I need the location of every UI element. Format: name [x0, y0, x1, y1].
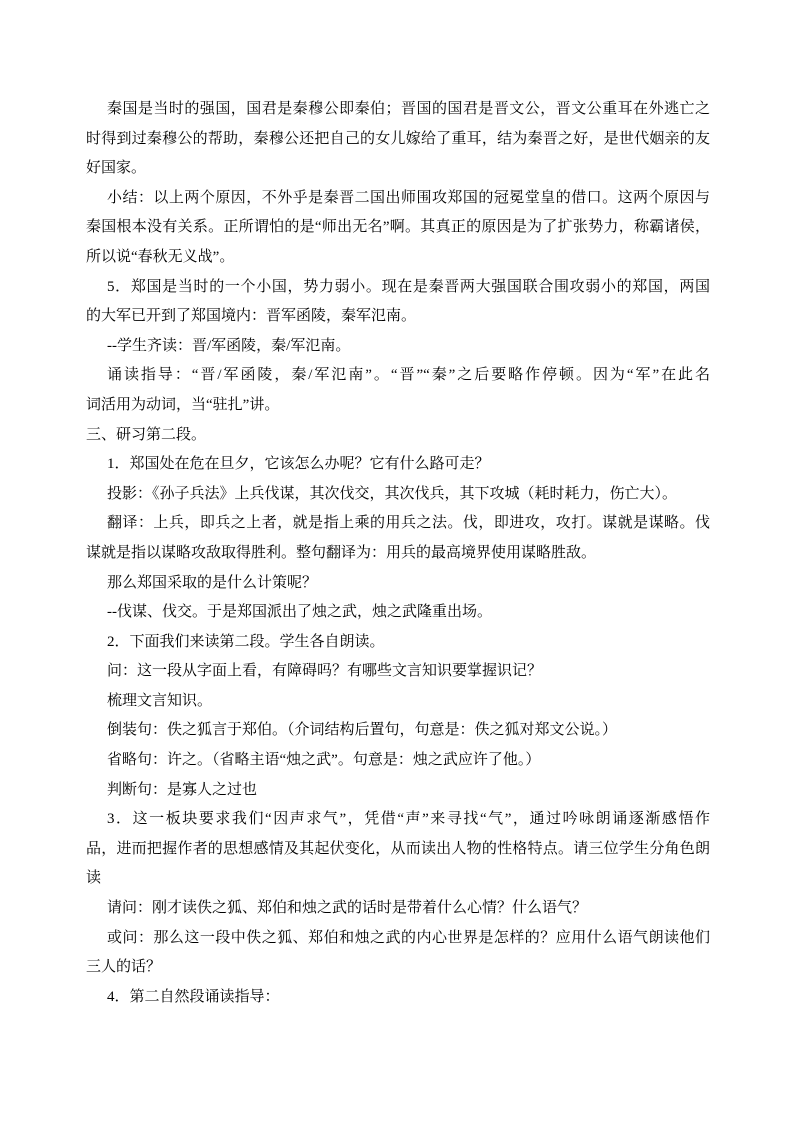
- section-heading-text: 三、研习第二段。: [86, 426, 207, 443]
- text-line: 3．这一板块要求我们“因声求气”，凭借“声”来寻找“气”，通过吟咏朗诵逐渐感悟作: [107, 811, 710, 828]
- text-line: 小结：以上两个原因，不外乎是秦晋二国出师围攻郑国的冠冕堂皇的借口。这两个原因与: [107, 189, 710, 206]
- paragraph-point-4: [86, 983, 710, 1013]
- text-line: 请问：刚才读佚之狐、郑伯和烛之武的话时是带着什么心情？什么语气？: [107, 900, 588, 917]
- text-line: 秦国根本没有关系。正所谓怕的是“师出无名”啊。其真正的原因是为了扩张势力，称霸诸侯，: [86, 219, 710, 236]
- text-line: 三人的话？: [86, 959, 162, 976]
- text-line: 1．郑国处在危在旦夕，它该怎么办呢？它有什么路可走？: [107, 456, 490, 473]
- text-line: 2．下面我们来读第二段。学生各自朗读。: [107, 633, 385, 650]
- paragraph-answer: [86, 598, 710, 628]
- text-line: 时得到过秦穆公的帮助，秦穆公还把自己的女儿嫁给了重耳，结为秦晋之好，是世代姻亲的友: [86, 130, 710, 147]
- paragraph-class-reading: [86, 332, 710, 362]
- text-line: 问：这一段从字面上看，有障碍吗？有哪些文言知识要掌握识记？: [107, 663, 543, 680]
- text-line: 判断句：是寡人之过也: [107, 781, 258, 798]
- text-line: --伐谋、伐交。于是郑国派出了烛之武，烛之武隆重出场。: [107, 604, 492, 621]
- text-line: 4．第二自然段诵读指导：: [107, 988, 280, 1005]
- paragraph-please-ask: [86, 894, 710, 924]
- paragraph-or-ask: [86, 924, 710, 983]
- text-line: 或问：那么这一段中佚之狐、郑伯和烛之武的内心世界是怎样的？应用什么语气朗读他们: [107, 929, 710, 946]
- text-line: 省略句：许之。（省略主语“烛之武”。句意是：烛之武应许了他。）: [107, 752, 541, 769]
- paragraph-question: [86, 569, 710, 599]
- paragraph-ellipsis-sentence: [86, 746, 710, 776]
- text-line: 的大军已开到了郑国境内：晋军函陵，秦军氾南。: [86, 308, 417, 325]
- text-line: 梳理文言知识。: [107, 692, 213, 709]
- paragraph-point-2: [86, 628, 710, 658]
- paragraph-review: [86, 687, 710, 717]
- paragraph-qin-jin-relations: [86, 95, 710, 184]
- paragraph-point-5: [86, 273, 710, 332]
- paragraph-ask: [86, 657, 710, 687]
- text-line: --学生齐读：晋/军函陵，秦/军氾南。: [107, 337, 351, 354]
- text-line: 词活用为动词，当“驻扎”讲。: [86, 396, 280, 413]
- text-line: 谋就是指以谋略攻敌取得胜利。整句翻译为：用兵的最高境界使用谋略胜敌。: [86, 544, 597, 561]
- text-line: 品，进而把握作者的思想感情及其起伏变化，从而读出人物的性格特点。请三位学生分角色朗: [86, 840, 710, 857]
- paragraph-point-3: [86, 805, 710, 894]
- paragraph-projection: [86, 480, 710, 510]
- paragraph-reading-guide: [86, 361, 710, 420]
- text-line: 读: [86, 870, 102, 887]
- text-line: 投影：《孙子兵法》上兵伐谋，其次伐交，其次伐兵，其下攻城（耗时耗力，伤亡大）。: [107, 485, 678, 502]
- paragraph-point-1: [86, 450, 710, 480]
- text-line: 5．郑国是当时的一个小国，势力弱小。现在是秦晋两大强国联合围攻弱小的郑国，两国: [107, 278, 710, 295]
- paragraph-judgment-sentence: [86, 776, 710, 806]
- document-body: [86, 95, 710, 1012]
- text-line: 倒装句：佚之狐言于郑伯。（介词结构后置句，句意是：佚之狐对郑文公说。）: [107, 722, 618, 739]
- text-line: 所以说“春秋无义战”。: [86, 248, 235, 265]
- paragraph-summary: [86, 184, 710, 273]
- text-line: 好国家。: [86, 160, 147, 177]
- paragraph-inverted-sentence: [86, 716, 710, 746]
- text-line: 那么郑国采取的是什么计策呢？: [107, 574, 318, 591]
- text-line: 秦国是当时的强国，国君是秦穆公即秦伯；晋国的国君是晋文公，晋文公重耳在外逃亡之: [107, 101, 710, 117]
- section-heading: [86, 421, 710, 451]
- text-line: 诵读指导：“晋/军函陵，秦/军氾南”。“晋”“秦”之后要略作停顿。因为“军”在此名: [107, 367, 710, 384]
- paragraph-translation: [86, 509, 710, 568]
- text-line: 翻译：上兵，即兵之上者，就是指上乘的用兵之法。伐，即进攻，攻打。谋就是谋略。伐: [107, 515, 710, 532]
